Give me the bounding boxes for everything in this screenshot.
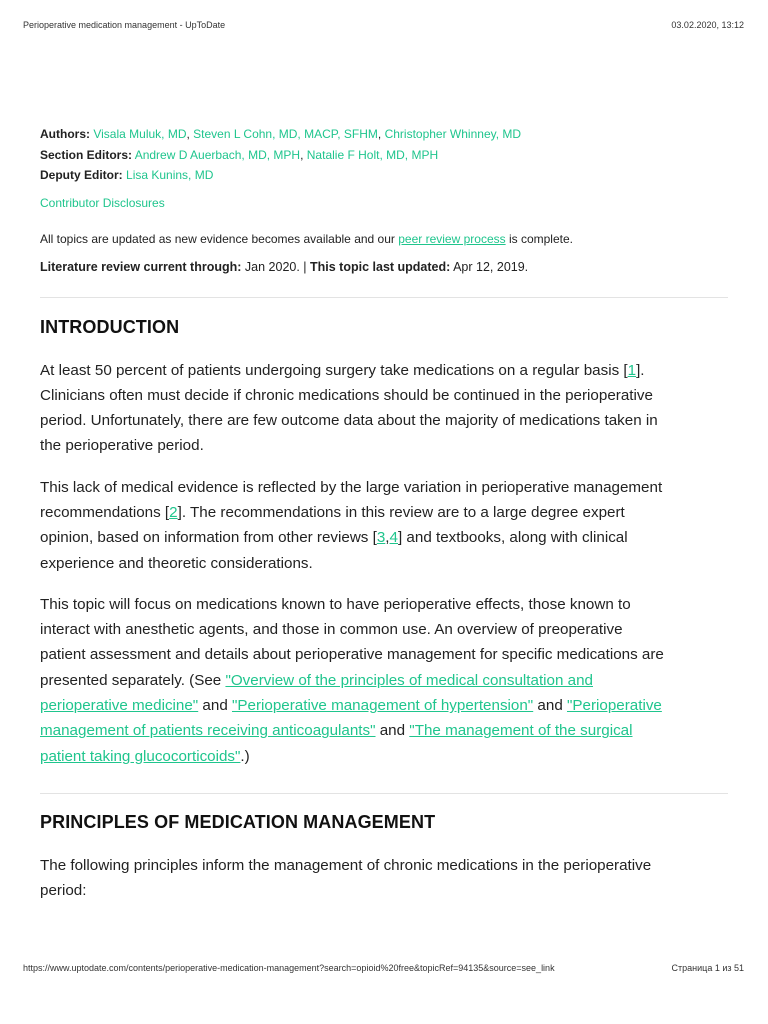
author-link-muluk[interactable]: Visala Muluk, MD — [93, 127, 187, 141]
principles-heading: PRINCIPLES OF MEDICATION MANAGEMENT — [40, 811, 436, 832]
deputy-editor-label: Deputy Editor: — [40, 168, 123, 182]
lit-review-label: Literature review current through: — [40, 259, 242, 274]
author-link-cohn[interactable]: Steven L Cohn, MD, MACP, SFHM — [193, 127, 378, 141]
section-editor-link-auerbach[interactable]: Andrew D Auerbach, MD, MPH — [134, 147, 301, 162]
introduction-heading: INTRODUCTION — [40, 316, 180, 337]
last-updated-label: This topic last updated: — [310, 259, 451, 274]
topic-link-hypertension[interactable]: "Perioperative management of hypertension" — [231, 697, 534, 715]
print-header-title: Perioperative medication management - UpToDate — [23, 20, 226, 30]
author-link-whinney[interactable]: Christopher Whinney, MD — [384, 127, 522, 141]
topic-link-anticoagulants-cont[interactable]: management of patients receiving anticoagulants" — [40, 722, 376, 740]
print-footer-url: https://www.uptodate.com/contents/perioperative-medication-management?search=opioid%20free&topicRef=94135&source=see_link — [23, 963, 555, 973]
authors-label: Authors: — [40, 127, 90, 141]
section-divider — [40, 297, 728, 298]
introduction-paragraph-1: At least 50 percent of patients undergoing surgery take medications on a regular basis [1]. Clinicians often must decide if chronic medications should be continued in the perioperative period. Unfortunately, there are few outcome data about the majority of medications taken in the perioperative period. — [40, 361, 658, 455]
review-dates — [40, 259, 728, 275]
principles-paragraph-1: The following principles inform the management of chronic medications in the perioperative period: — [40, 856, 652, 900]
topic-content — [40, 124, 728, 904]
print-footer — [23, 963, 744, 973]
topic-link-glucocorticoids-cont[interactable]: patient taking glucocorticoids" — [40, 747, 241, 765]
print-header-datetime: 03.02.2020, 13:12 — [671, 20, 744, 30]
section-divider — [40, 793, 728, 794]
topic-link-anticoagulants[interactable]: "Perioperative — [566, 697, 662, 715]
section-editor-link-holt[interactable]: Natalie F Holt, MD, MPH — [306, 147, 439, 162]
section-editors-line: Section Editors: Andrew D Auerbach, MD, MPH, Natalie F Holt, MD, MPH — [40, 147, 439, 162]
peer-review-link[interactable]: peer review process — [398, 231, 506, 246]
reference-link-1[interactable]: 1 — [627, 361, 637, 379]
introduction-paragraph-3: This topic will focus on medications known to have perioperative effects, those known to interact with anesthetic agents, and those in common use. An overview of preoperative patient assessment and details about perioperative management for specific medications are presented separately. (See "Overview of the principles of medical consultation and perioperative medicine" and "Perioperative management of hypertension" and "Perioperative management of patients receiving anticoagulants" and "The management of the surgical patient taking glucocorticoids".) — [40, 595, 664, 765]
update-notice: All topics are updated as new evidence becomes available and our peer review process is complete. — [40, 231, 573, 246]
deputy-editor-link[interactable]: Lisa Kunins, MD — [126, 168, 214, 182]
last-updated-value: Apr 12, 2019. — [450, 259, 529, 274]
print-footer-page: Страница 1 из 51 — [671, 963, 744, 973]
topic-link-glucocorticoids[interactable]: "The management of the surgical — [409, 722, 633, 740]
reference-link-2[interactable]: 2 — [169, 503, 178, 521]
lit-review-value: Jan 2020. | — [241, 259, 311, 274]
reference-link-4[interactable]: 4 — [389, 529, 398, 547]
contributor-disclosures-link[interactable]: Contributor Disclosures — [40, 195, 165, 210]
introduction-paragraph-2: This lack of medical evidence is reflected by the large variation in perioperative management recommendations [2]. The recommendations in this review are to a large degree expert opinion, based on information from other reviews [3,4] and textbooks, along with clinical experience and theoretic considerations. — [40, 478, 663, 572]
print-header — [23, 20, 744, 30]
section-editors-label: Section Editors: — [40, 147, 133, 162]
topic-link-consultation-principles[interactable]: "Overview of the principles of medical consultation and — [225, 671, 594, 689]
topic-link-consultation-principles-cont[interactable]: perioperative medicine" — [40, 697, 199, 715]
authors-line: Authors: Visala Muluk, MD, Steven L Cohn, MD, MACP, SFHM, Christopher Whinney, MD — [40, 127, 522, 141]
deputy-editor-line — [40, 165, 728, 186]
reference-link-3[interactable]: 3 — [376, 529, 386, 547]
contributor-disclosures — [40, 195, 728, 211]
